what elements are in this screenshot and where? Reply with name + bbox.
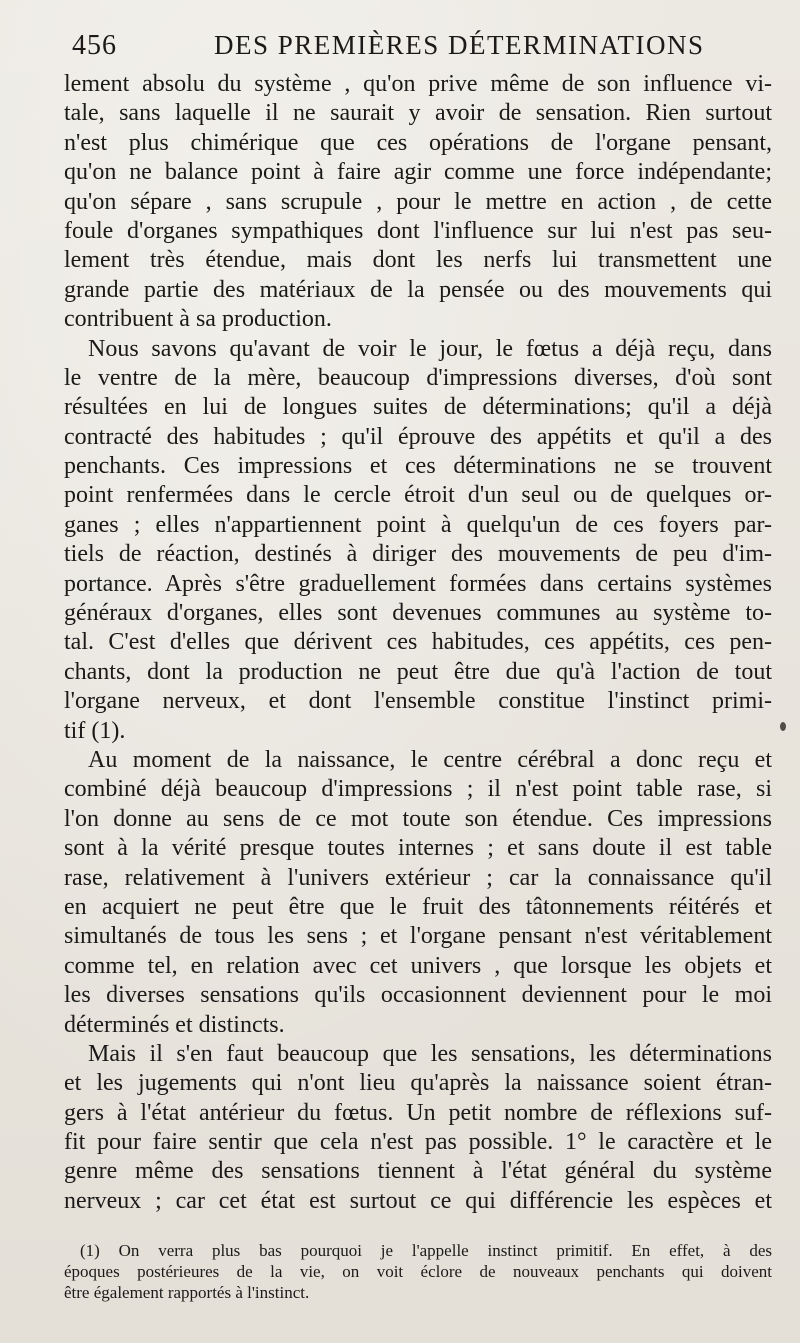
text-line: contracté des habitudes ; qu'il éprouve des appétits et qu'il a des [64,423,772,450]
text-line: et les jugements qui n'ont lieu qu'après la naissance soient étran- [64,1070,772,1097]
text-line: point renfermées dans le cercle étroit d'un seul ou de quelques or- [64,482,772,509]
text-line: nerveux ; car cet état est surtout ce qui différencie les espèces et [64,1187,772,1214]
text-line: gers à l'état antérieur du fœtus. Un petit nombre de réflexions suf- [64,1099,772,1126]
paragraph-start-line: Nous savons qu'avant de voir le jour, le fœtus a déjà reçu, dans [88,335,772,362]
text-line: qu'on ne balance point à faire agir comme une force indépendante; [64,159,772,186]
body-text [64,70,772,1216]
paragraph-start-line: Mais il s'en faut beaucoup que les sensations, les déterminations [88,1040,772,1067]
text-line: combiné déjà beaucoup d'impressions ; il n'est point table rase, si [64,776,772,803]
running-head: DES PREMIÈRES DÉTERMINATIONS [214,30,705,60]
text-line: l'organe nerveux, et dont l'ensemble constitue l'instinct primi- [64,688,772,715]
text-line: n'est plus chimérique que ces opérations de l'organe pensant, [64,129,772,156]
text-line: tal. C'est d'elles que dérivent ces habitudes, ces appétits, ces pen- [64,629,772,656]
text-line: portance. Après s'être graduellement formées dans certains systèmes [64,570,772,597]
footnote-line: (1) On verra plus bas pourquoi je l'appelle instinct primitif. En effet, à des [80,1241,772,1260]
text-line: sont à la vérité presque toutes internes ; et sans doute il est table [64,835,772,862]
text-line: chants, dont la production ne peut être due qu'à l'action de tout [64,658,772,685]
text-line: foule d'organes sympathiques dont l'influence sur lui n'est pas seu- [64,217,772,244]
text-line: contribuent à sa production. [64,306,332,333]
text-line: lement très étendue, mais dont les nerfs lui transmettent une [64,247,772,274]
text-line: lement absolu du système , qu'on prive même de son influence vi- [64,71,772,97]
text-line: le ventre de la mère, beaucoup d'impressions diverses, d'où sont [64,364,772,391]
text-line: rase, relativement à l'univers extérieur ; car la connaissance qu'il [64,864,772,891]
text-line: genre même des sensations tiennent à l'état général du système [64,1158,772,1185]
text-line: l'on donne au sens de ce mot toute son étendue. Ces impressions [64,805,772,832]
text-line: tiels de réaction, destinés à diriger des mouvements de peu d'im- [64,541,772,568]
text-line: grande partie des matériaux de la pensée ou des mouvements qui [64,276,772,303]
footnote-line: époques postérieures de la vie, on voit éclore de nouveaux penchants qui doivent [64,1262,772,1281]
footnotes [64,1240,772,1303]
text-line: résultées en lui de longues suites de déterminations; qu'il a déjà [64,394,772,421]
text-line: généraux d'organes, elles sont devenues communes au système to- [64,600,772,627]
page-header [72,30,772,70]
footnote-line: être également rapportés à l'instinct. [64,1283,310,1302]
text-line: qu'on sépare , sans scrupule , pour le mettre en action , de cette [64,188,772,215]
page-number: 456 [72,30,117,61]
text-line: en acquiert ne peut être que le fruit des tâtonnements réitérés et [64,893,772,920]
text-line: penchants. Ces impressions et ces déterminations ne se trouvent [64,453,772,480]
text-line: comme tel, en relation avec cet univers , que lorsque les objets et [64,952,772,979]
text-line: les diverses sensations qu'ils occasionnent deviennent pour le moi [64,982,772,1009]
text-line: tif (1). [64,717,126,744]
paragraph-start-line: Au moment de la naissance, le centre cérébral a donc reçu et [88,746,772,773]
text-line: tale, sans laquelle il ne saurait y avoir de sensation. Rien surtout [64,100,772,127]
text-line: déterminés et distincts. [64,1011,285,1038]
text-line: ganes ; elles n'appartiennent point à quelqu'un de ces foyers par- [64,511,772,538]
text-line: simultanés de tous les sens ; et l'organe pensant n'est véritablement [64,923,772,950]
ink-spot [780,722,786,731]
text-line: fit pour faire sentir que cela n'est pas possible. 1° le caractère et le [64,1129,772,1156]
